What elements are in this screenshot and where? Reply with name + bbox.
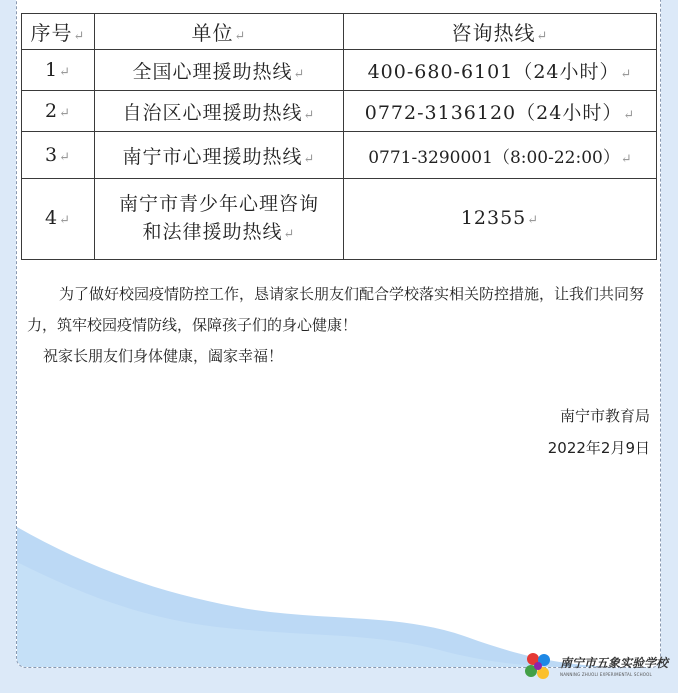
signature-org: 南宁市教育局 xyxy=(559,407,650,425)
school-name: 南宁市五象实验学校 xyxy=(560,656,669,670)
row-no: 4↵ xyxy=(22,179,95,260)
school-logo xyxy=(520,648,670,684)
greeting-paragraph: 祝家长朋友们身体健康，阖家幸福！ xyxy=(43,347,284,365)
row-phone: 0772-3136120（24小时）↵ xyxy=(344,91,657,132)
header-no: 序号↵ xyxy=(22,14,95,50)
wave-decoration xyxy=(17,507,660,667)
table-header-row xyxy=(22,14,657,50)
notice-paragraph: 为了做好校园疫情防控工作，恳请家长朋友们配合学校落实相关防控措施，让我们共同努力，筑牢校园疫情防线，保障孩子们的身心健康！ xyxy=(27,285,645,334)
row-unit: 南宁市心理援助热线↵ xyxy=(95,132,344,179)
row-unit: 自治区心理援助热线↵ xyxy=(95,91,344,132)
row-phone: 0771-3290001（8:00-22:00）↵ xyxy=(344,132,657,179)
row-unit: 全国心理援助热线↵ xyxy=(95,50,344,91)
table-row xyxy=(22,132,657,179)
signature-date: 2022年2月9日 xyxy=(547,439,650,457)
hotline-table xyxy=(21,13,657,260)
row-no: 2↵ xyxy=(22,91,95,132)
header-unit: 单位↵ xyxy=(95,14,344,50)
notice-card xyxy=(16,0,661,668)
table-row xyxy=(22,179,657,260)
school-logo-icon xyxy=(520,648,556,684)
row-no: 1↵ xyxy=(22,50,95,91)
school-name-en: NANNING ZHUOLI EXPERIMENTAL SCHOOL xyxy=(560,672,652,677)
header-hotline: 咨询热线↵ xyxy=(344,14,657,50)
row-no: 3↵ xyxy=(22,132,95,179)
row-unit: 南宁市青少年心理咨询 和法律援助热线↵ xyxy=(95,179,344,260)
table-row xyxy=(22,50,657,91)
row-phone: 400-680-6101（24小时）↵ xyxy=(344,50,657,91)
row-phone: 12355↵ xyxy=(344,179,657,260)
table-row xyxy=(22,91,657,132)
